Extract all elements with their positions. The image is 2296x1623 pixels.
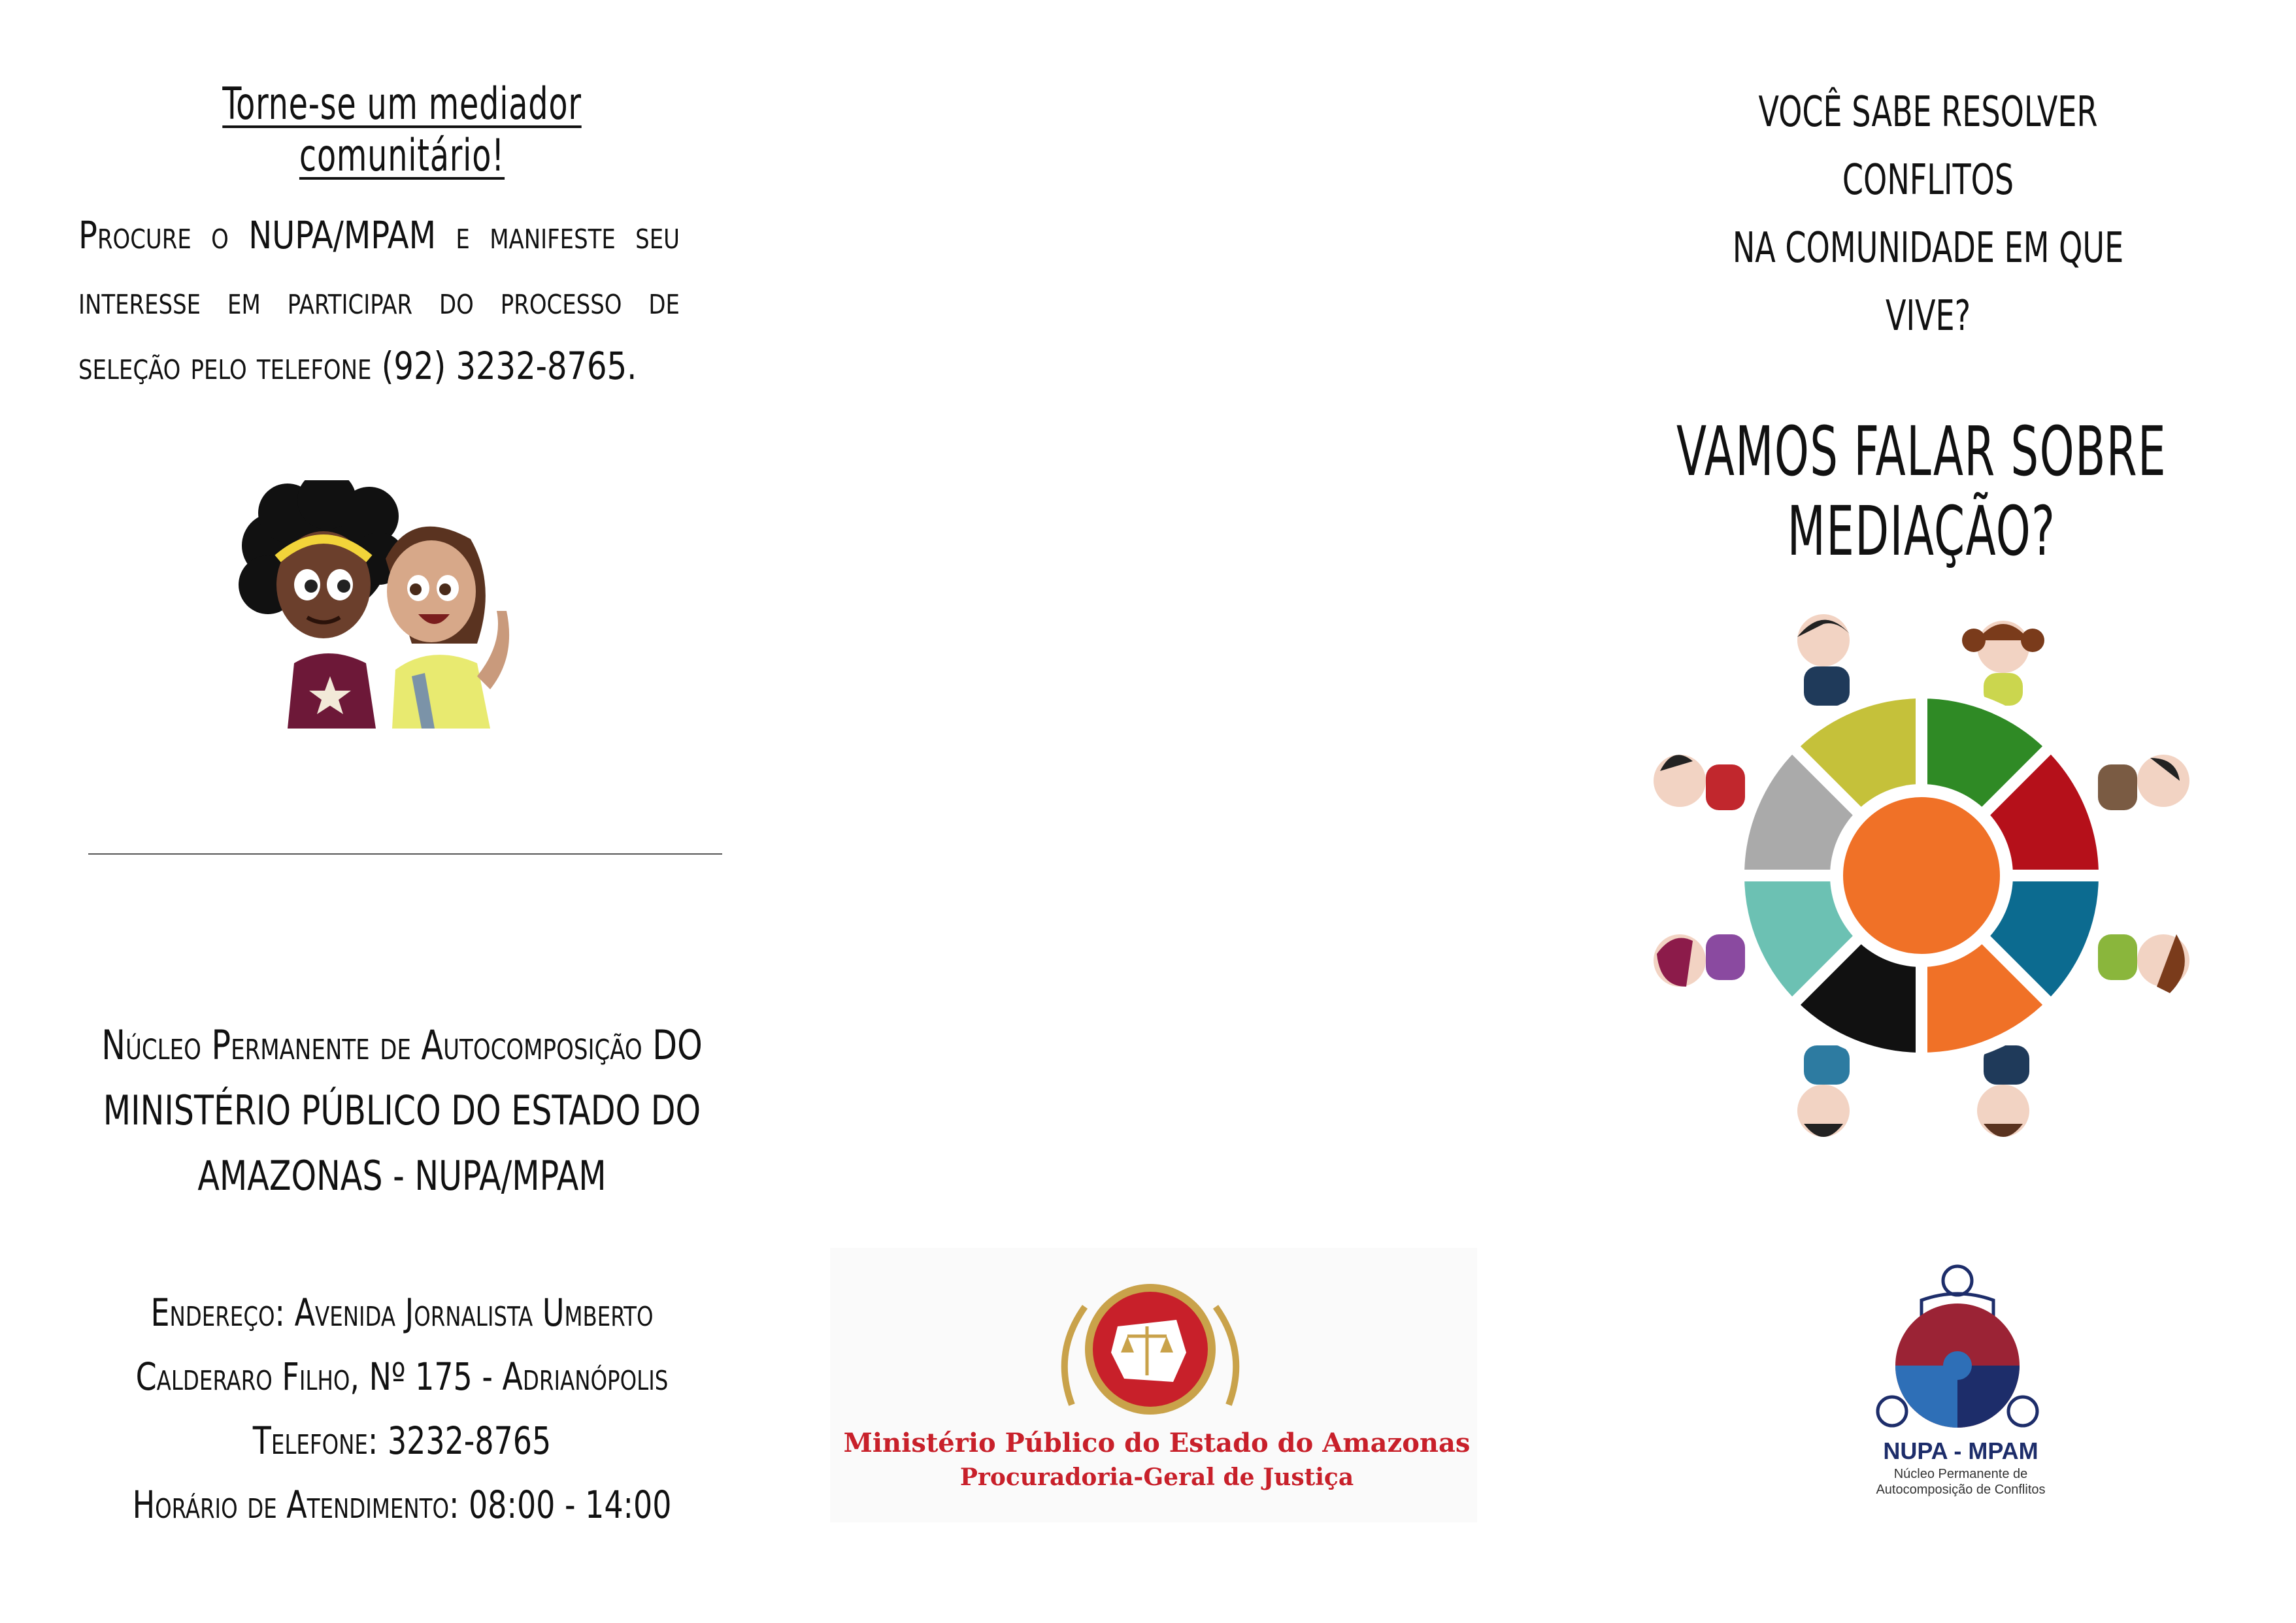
section-divider (88, 853, 722, 855)
address-line: Calderaro Filho, Nº 175 - Adrianópolis (135, 1354, 669, 1399)
mpam-seal-icon (1046, 1274, 1255, 1424)
nucleo-title: Núcleo Permanente de Autocomposição DO MINISTÉRIO PÚBLICO DO ESTADO DO AMAZONAS - NUPA/MPAM (101, 1021, 703, 1200)
nupa-logo-subtitle (1830, 1466, 2091, 1498)
two-girls-illustration (216, 480, 542, 729)
contact-paragraph: Procure o NUPA/MPAM e manifeste seu interesse em participar do processo de seleção pelo telefone (92) 3232-8765. (78, 213, 680, 388)
left-heading: Torne-se um mediador comunitário! (222, 78, 582, 182)
question-text (1693, 78, 2163, 350)
mediation-circle-illustration (1647, 601, 2196, 1150)
nupa-logo-sub-line: Núcleo Permanente de (1893, 1467, 2028, 1481)
address-block (100, 1281, 704, 1537)
nupa-puzzle-logo-icon (1869, 1261, 2046, 1437)
main-title: VAMOS FALAR SOBRE MEDIAÇÃO? (1676, 412, 2167, 571)
nupa-logo-sub-line: Autocomposição de Conflitos (1876, 1483, 2046, 1497)
hours-line: Horário de Atendimento: 08:00 - 14:00 (132, 1483, 672, 1527)
question-line: VOCÊ SABE RESOLVER CONFLITOS (1758, 88, 2098, 205)
mpam-logo-subtitle: Procuradoria-Geral de Justiça (959, 1464, 1354, 1491)
mpam-logo-title: Ministério Público do Estado do Amazonas (843, 1428, 1471, 1458)
address-line: Endereço: Avenida Jornalista Umberto (150, 1290, 654, 1335)
question-line: NA COMUNIDADE EM QUE VIVE? (1732, 224, 2124, 340)
phone-line: Telefone: 3232-8765 (252, 1418, 552, 1463)
nupa-logo-name: NUPA - MPAM (1883, 1437, 2038, 1464)
